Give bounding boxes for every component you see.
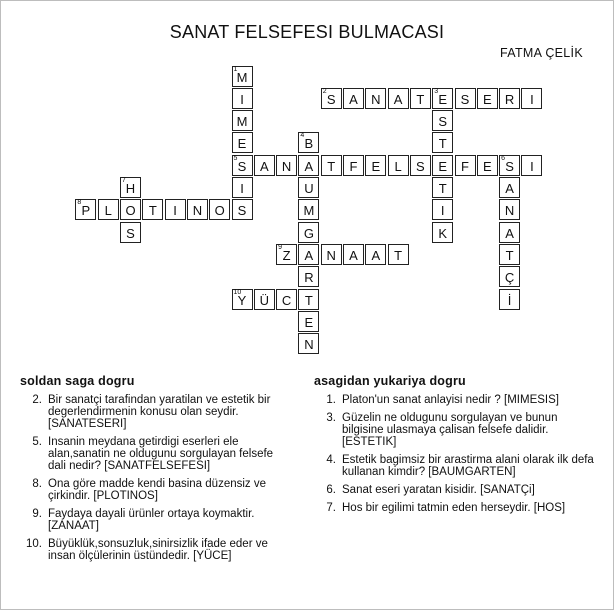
- grid-cell[interactable]: [98, 199, 119, 220]
- clue-number-label: 9: [278, 243, 282, 251]
- cell-letter: E: [304, 314, 314, 330]
- cell-letter: Ü: [259, 292, 269, 308]
- cell-letter: T: [416, 91, 425, 107]
- cell-letter: G: [303, 225, 314, 241]
- cell-letter: A: [259, 158, 269, 174]
- grid-cell[interactable]: [499, 88, 520, 109]
- cell-letter: E: [482, 91, 492, 107]
- cell-letter: M: [236, 69, 248, 85]
- clue-text: Hos bir egilimi tatmin eden herseydir. [HOS]: [342, 502, 566, 514]
- cell-letter: S: [505, 158, 514, 174]
- across-clue: [20, 436, 282, 472]
- grid-cell[interactable]: [120, 222, 141, 243]
- across-heading: soldan saga dogru: [20, 374, 135, 388]
- cell-letter: N: [304, 337, 314, 353]
- grid-cell[interactable]: [75, 199, 96, 220]
- cell-letter: K: [438, 225, 448, 241]
- grid-cell[interactable]: [410, 155, 431, 176]
- clue-number: 9.: [32, 508, 42, 520]
- clue-text: Ona göre madde kendi basina düzensiz ve çirkindir. [PLOTINOS]: [48, 478, 267, 502]
- cell-letter: T: [304, 292, 313, 308]
- clue-number-label: 10: [233, 288, 242, 296]
- cell-letter: S: [237, 158, 247, 174]
- across-clue: [20, 508, 282, 532]
- clue-text: Büyüklük,sonsuzluk,sinirsizlik ifade eder ve insan ölçülerinin üstündedir. [YÜCE]: [48, 538, 268, 562]
- grid-cell[interactable]: [521, 88, 542, 109]
- cell-letter: S: [438, 114, 448, 130]
- cell-letter: T: [505, 247, 514, 263]
- grid-cell[interactable]: [298, 311, 319, 332]
- cell-letter: T: [327, 158, 336, 174]
- cell-letter: Ç: [504, 270, 515, 286]
- clue-number: 4.: [326, 454, 336, 466]
- cell-letter: A: [393, 91, 403, 107]
- cell-letter: P: [81, 203, 91, 219]
- cell-letter: S: [237, 203, 247, 219]
- cell-letter: S: [416, 158, 425, 174]
- cell-letter: U: [304, 181, 314, 196]
- clue-number: 7.: [326, 502, 336, 514]
- grid-cell[interactable]: [432, 132, 453, 153]
- cell-letter: I: [440, 203, 445, 219]
- cell-letter: L: [104, 203, 112, 219]
- grid-cell[interactable]: [432, 177, 453, 198]
- clue-number: 8.: [32, 478, 42, 490]
- grid-cell[interactable]: [343, 88, 364, 109]
- grid-cell[interactable]: [365, 244, 386, 265]
- cell-letter: N: [371, 91, 381, 107]
- grid-cell[interactable]: [298, 289, 319, 310]
- grid-cell[interactable]: [298, 132, 319, 153]
- grid-cell[interactable]: [232, 66, 253, 87]
- clue-number-label: 3: [434, 87, 439, 95]
- grid-cell[interactable]: [388, 88, 409, 109]
- clue-number: 5.: [32, 436, 42, 448]
- cell-letter: R: [304, 270, 314, 286]
- cell-letter: A: [505, 225, 514, 241]
- grid-cell[interactable]: [499, 155, 520, 176]
- grid-cell[interactable]: [388, 155, 409, 176]
- grid-cell[interactable]: [232, 110, 253, 131]
- grid-cell[interactable]: [276, 289, 297, 310]
- grid-cell[interactable]: [343, 244, 364, 265]
- grid-cell[interactable]: [209, 199, 230, 220]
- cell-letter: E: [438, 158, 448, 174]
- cell-letter: E: [237, 136, 247, 152]
- grid-cell[interactable]: [298, 177, 319, 198]
- cell-letter: I: [240, 91, 244, 107]
- cell-letter: S: [126, 225, 135, 241]
- cell-letter: İ: [507, 292, 512, 308]
- grid-cell[interactable]: [455, 155, 476, 176]
- clue-number-label: 2: [322, 87, 327, 95]
- cell-letter: A: [349, 247, 358, 263]
- grid-cell[interactable]: [298, 222, 319, 243]
- cell-letter: I: [240, 181, 244, 196]
- cell-letter: A: [304, 247, 314, 263]
- cell-letter: A: [371, 247, 381, 263]
- grid-cell[interactable]: [321, 244, 342, 265]
- cell-letter: N: [504, 203, 515, 219]
- cell-letter: I: [530, 91, 534, 107]
- cell-letter: B: [304, 136, 314, 152]
- grid-cell[interactable]: [298, 244, 319, 265]
- clue-text: Platon'un sanat anlayisi nedir ? [MIMESIS]: [342, 394, 559, 406]
- clue-number-label: 6: [501, 154, 505, 162]
- grid-cell[interactable]: [120, 177, 141, 198]
- grid-cell[interactable]: [232, 88, 253, 109]
- grid-cell[interactable]: [120, 199, 141, 220]
- clue-text: Insanin meydana getirdigi eserleri ele alan,sanatin ne oldugunu sorgulayan felsefe dali nedir? [SANATFELSEFESI]: [48, 436, 274, 472]
- grid-cell[interactable]: [521, 155, 542, 176]
- clue-number-label: 4: [300, 132, 305, 140]
- cell-letter: T: [438, 136, 447, 152]
- grid-cell[interactable]: [499, 266, 520, 287]
- grid-cell[interactable]: [432, 88, 453, 109]
- cell-letter: M: [236, 114, 248, 130]
- cell-letter: I: [173, 203, 177, 219]
- grid-cell[interactable]: [499, 244, 520, 265]
- cell-letter: S: [326, 91, 336, 107]
- clue-number: 6.: [326, 484, 336, 496]
- across-clue: [20, 538, 282, 562]
- clue-number-label: 5: [233, 154, 238, 162]
- grid-cell[interactable]: [432, 110, 453, 131]
- cell-letter: I: [530, 158, 534, 174]
- grid-cell[interactable]: [365, 88, 386, 109]
- clue-number: 10.: [26, 538, 42, 550]
- cell-letter: L: [394, 158, 402, 174]
- grid-cell[interactable]: [232, 199, 253, 220]
- grid-cell[interactable]: [499, 199, 520, 220]
- clue-number: 2.: [32, 394, 42, 406]
- clue-number-label: 1: [233, 65, 238, 73]
- grid-cell[interactable]: [455, 88, 476, 109]
- cell-letter: F: [349, 158, 358, 174]
- clue-number: 1.: [326, 394, 336, 406]
- grid-cell[interactable]: [388, 244, 409, 265]
- grid-cell[interactable]: [298, 333, 319, 354]
- clue-text: Estetik bagimsiz bir arastirma alani olarak ilk defa kullanan kimdir? [BAUMGARTEN]: [342, 454, 594, 478]
- clue-number-label: 8: [77, 199, 82, 207]
- cell-letter: T: [394, 247, 403, 263]
- grid-cell[interactable]: [343, 155, 364, 176]
- cell-letter: N: [326, 247, 336, 263]
- grid-cell[interactable]: [232, 132, 253, 153]
- cell-letter: E: [371, 158, 381, 174]
- cell-letter: C: [281, 292, 292, 308]
- grid-cell[interactable]: [298, 199, 319, 220]
- cell-letter: E: [438, 91, 448, 107]
- grid-cell[interactable]: [232, 177, 253, 198]
- clue-number: 3.: [326, 412, 336, 424]
- cell-letter: R: [504, 91, 515, 107]
- grid-cell[interactable]: [499, 177, 520, 198]
- down-clue: [314, 394, 599, 406]
- across-clues: [20, 375, 282, 568]
- grid-cell[interactable]: [165, 199, 186, 220]
- grid-cell[interactable]: [232, 155, 253, 176]
- grid-cell[interactable]: [276, 155, 297, 176]
- grid-cell[interactable]: [187, 199, 208, 220]
- grid-cell[interactable]: [477, 88, 498, 109]
- cell-letter: N: [192, 203, 203, 219]
- grid-cell[interactable]: [276, 244, 297, 265]
- cell-letter: A: [505, 181, 514, 196]
- across-clue: [20, 478, 282, 502]
- grid-cell[interactable]: [142, 199, 163, 220]
- clue-text: Güzelin ne oldugunu sorgulayan ve bunun bilgisine ulasmaya çalisan felsefe dalidir. [ESTETIK]: [342, 412, 558, 448]
- clue-text: Bir sanatçi tarafindan yaratilan ve estetik bir degerlendirmenin konusu olan seydir. [SANATESERI]: [48, 394, 271, 430]
- down-clue: [314, 484, 599, 496]
- grid-cell[interactable]: [232, 289, 253, 310]
- page-title: SANAT FELSEFESI BULMACASI: [169, 22, 445, 42]
- down-clues: [314, 375, 599, 520]
- grid-cell[interactable]: [254, 289, 275, 310]
- grid-cell[interactable]: [477, 155, 498, 176]
- across-clue: [20, 394, 282, 430]
- author-name: FATMA ÇELİK: [500, 46, 583, 60]
- grid-cell[interactable]: [410, 88, 431, 109]
- grid-cell[interactable]: [432, 155, 453, 176]
- clue-number-label: 7: [122, 177, 126, 184]
- clue-text: Sanat eseri yaratan kisidir. [SANATÇi]: [342, 484, 535, 496]
- cell-letter: M: [303, 203, 315, 219]
- cell-letter: T: [148, 203, 157, 219]
- grid-cell[interactable]: [499, 289, 520, 310]
- down-clue: [314, 454, 599, 478]
- grid-cell[interactable]: [298, 266, 319, 287]
- cell-letter: N: [281, 158, 292, 174]
- cell-letter: S: [460, 91, 470, 107]
- cell-letter: H: [125, 181, 136, 196]
- grid-cell[interactable]: [432, 199, 453, 220]
- cell-letter: Y: [237, 292, 247, 308]
- cell-letter: A: [304, 158, 314, 174]
- down-heading: asagidan yukariya dogru: [314, 374, 466, 388]
- down-clue: [314, 412, 599, 448]
- cell-letter: E: [482, 158, 492, 174]
- grid-cell[interactable]: [321, 155, 342, 176]
- clue-text: Faydaya dayali ürünler ortaya koymaktir. [ZANAAT]: [48, 508, 255, 532]
- grid-cell[interactable]: [365, 155, 386, 176]
- grid-cell[interactable]: [254, 155, 275, 176]
- cell-letter: T: [438, 181, 447, 196]
- grid-cell[interactable]: [321, 88, 342, 109]
- grid-cell[interactable]: [499, 222, 520, 243]
- grid-cell[interactable]: [432, 222, 453, 243]
- cell-letter: O: [125, 203, 136, 219]
- cell-letter: A: [349, 91, 358, 107]
- grid-cell[interactable]: [298, 155, 319, 176]
- cell-letter: O: [214, 203, 225, 219]
- cell-letter: F: [461, 158, 469, 174]
- cell-letter: Z: [282, 247, 291, 263]
- down-clue: [314, 502, 599, 514]
